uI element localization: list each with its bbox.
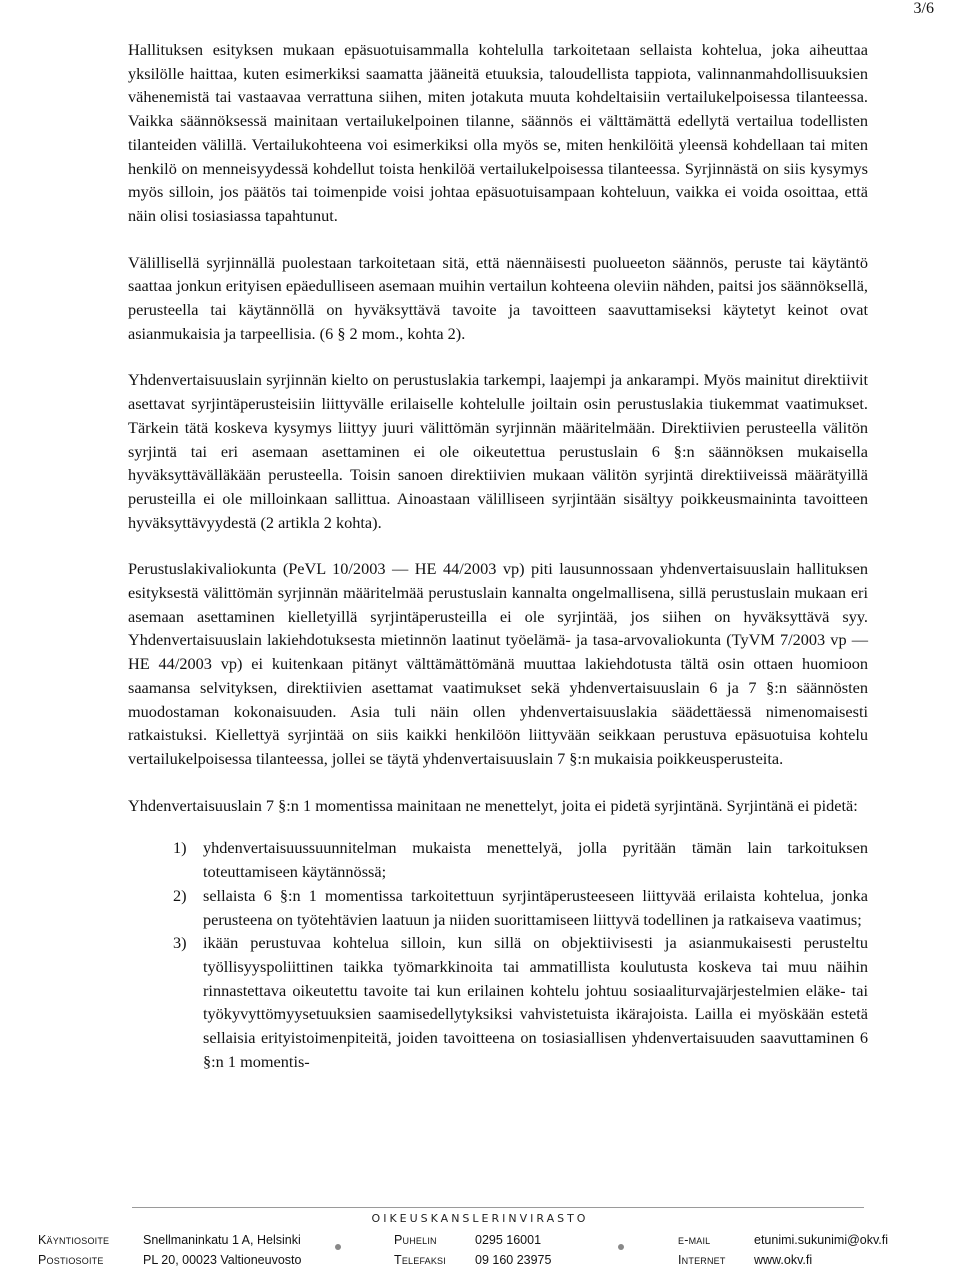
internet-label: Internet: [678, 1253, 726, 1267]
footer-brand: OIKEUSKANSLERINVIRASTO: [371, 1212, 589, 1225]
document-body: [128, 38, 868, 1073]
list-item-number: 2): [173, 885, 187, 905]
list-item: [128, 836, 868, 883]
website-link[interactable]: www.okv.fi: [754, 1253, 813, 1267]
paragraph-4: Perustuslakivaliokunta (PeVL 10/2003 — HE 44/2003 vp) piti lausunnossaan yhdenvertaisuuslain hallituksen esityksestä välittömän syrjinnän määritelmää perustuslain kannalta ongelmallisena, sillä perustuslain mukaan eri asemaan asettaminen kielletyillä syrjintäperusteilla ei ole syrjintää, jos siihen on hyväksyttävä syy. Yhdenvertaisuuslain lakiehdotuksesta mietinnön laatinut työelämä- ja tasa-arvovaliokunta (TyVM 7/2003 vp — HE 44/2003 vp) ei kuitenkaan pitänyt välttämättömänä muuttaa lakiehdotusta tältä osin ottaen huomioon saamansa selvityksen, direktiivien asettamat vaatimukset sekä yhdenvertaisuuslain 6 ja 7 §:n säännösten muodostaman kokonaisuuden. Asia tuli näin ollen yhdenvertaisuuslakia säädettäessä nimenomaisesti ratkaistuksi. Kiellettyä syrjintää on siis kaikki henkilöön liittyvään seikkaan perustuva epäsuotuisa kohtelu vertailukelpoisessa tilanteessa, jollei se täytä yhdenvertaisuuslain 7 §:n mukaisia poikkeusperusteita.: [128, 559, 868, 768]
list-item-number: 1): [173, 838, 187, 858]
footer-divider: [132, 1207, 864, 1208]
separator-dot-icon: [618, 1244, 624, 1250]
paragraph-2: Välillisellä syrjinnällä puolestaan tarkoitetaan sitä, että näennäisesti puolueeton säännös, peruste tai käytäntö saattaa jonkun erityisen epäedulliseen asemaan muihin vertailun kohteena oleviin nähden, paitsi jos säännöksellä, perusteella tai käytännöllä on hyväksyttävä tavoite ja tavoitteen saavuttamiseksi käytetyt keinot ovat asianmukaisia ja tarpeellisia. (6 § 2 mom., kohta 2).: [128, 252, 868, 343]
paragraph-3: Yhdenvertaisuuslain syrjinnän kielto on perustuslakia tarkempi, laajempi ja ankarampi. Myös mainitut direktiivit asettavat syrjintäperusteisiin liittyvälle erilaiselle kohtelulle joiltain osin perustuslakia tiukemmat vaatimukset. Tärkein tätä koskeva kysymys liittyy juuri välittömän syrjinnän määritelmään. Direktiivien perusteella välitön syrjintä tai eri asemaan asettaminen ei ole oikeutettua perustuslain 6 §:n säännöksen mukaisella hyväksyttävälläkään perusteella. Toisin sanoen direktiivien mukaan välitön syrjintä direktiiveissä määrätyillä perusteilla ei ole milloinkaan sallittua. Ainoastaan välilliseen syrjintään sisältyy poikkeusmaininta tavoitteen hyväksyttävyydestä (2 artikla 2 kohta).: [128, 370, 868, 532]
separator-dot-icon: [335, 1244, 341, 1250]
paragraph-1: Hallituksen esityksen mukaan epäsuotuisammalla kohtelulla tarkoitetaan sellaista kohtelua, joka aiheuttaa yksilölle haittaa, kuten esimerkiksi saamatta jääneitä etuuksia, taloudellista tappiota, valinnanmahdollisuuksien vähenemistä tai vastaavaa verrattuna siihen, miten jotakuta muuta kohdeltaisiin vertailukelpoisessa tilanteessa. Vaikka säännöksessä mainitaan vertailukelpoinen tilanne, säännös ei välttämättä edellytä vertailua todellisten tilanteiden välillä. Vertailukohteena voi esimerkiksi olla myös se, miten henkilöitä yleensä kohdellaan tai miten henkilö on menneisyydessä kohdellut toista henkilöä vertailukelpoisessa tilanteessa. Syrjinnästä on siis kysymys myös silloin, jos päätös tai toimenpide voisi johtaa epäsuotuisampaan kohteluun, vaikka ei voida osoittaa, että näin olisi tosiasiassa tapahtunut.: [128, 40, 868, 225]
list-item-number: 3): [173, 933, 187, 953]
footer-row-post: [38, 1253, 938, 1273]
phone-label: Puhelin: [394, 1233, 437, 1247]
list-item-text: sellaista 6 §:n 1 momentissa tarkoitettuun syrjintäperusteeseen liittyvää erilaista kohtelua, jonka perusteena on työtehtävien laatuun ja niiden suorittamiseen liittyvä todellinen ja ratkaiseva vaatimus;: [203, 885, 868, 929]
phone-value: 0295 16001: [475, 1233, 542, 1247]
list-item: [128, 931, 868, 1073]
visit-address-value: Snellmaninkatu 1 A, Helsinki: [143, 1233, 301, 1247]
list-item: [128, 884, 868, 931]
footer-row-visit: [38, 1233, 938, 1253]
fax-label: Telefaksi: [394, 1253, 446, 1267]
postal-address-value: PL 20, 00023 Valtioneuvosto: [143, 1253, 302, 1267]
exemption-list: [128, 836, 868, 1073]
postal-address-label: Postiosoite: [38, 1253, 104, 1267]
fax-value: 09 160 23975: [475, 1253, 552, 1267]
email-label: e-mail: [678, 1233, 711, 1247]
email-value[interactable]: etunimi.sukunimi@okv.fi: [754, 1233, 889, 1247]
list-item-text: ikään perustuvaa kohtelua silloin, kun sillä on objektiivisesti ja asianmukaisesti perusteltu työllisyyspoliittinen taikka työmarkkinoita tai ammatillista koulutusta koskeva tai muu näihin rinnastettava oikeutettu tavoite tai kun erilainen kohtelu johtuu sosiaaliturvajärjestelmien eläke- tai työkyvyttömyysetuuksien saamisedellytyksiksi vahvistetuista ikärajoista. Lailla ei myöskään estetä sellaisia erityistoimenpiteitä, joiden tavoitteena on tosiasiallisen yhdenvertaisuuden saavuttaminen 6 §:n 1 momentis-: [203, 933, 868, 1071]
list-item-text: yhdenvertaisuussuunnitelman mukaista menettelyä, jolla pyritään tämän lain tarkoituksen toteuttamiseen käytännössä;: [203, 838, 868, 882]
paragraph-5: Yhdenvertaisuuslain 7 §:n 1 momentissa mainitaan ne menettelyt, joita ei pidetä syrjintänä. Syrjintänä ei pidetä:: [128, 795, 858, 815]
footer-contact: [38, 1233, 938, 1273]
visit-address-label: Käyntiosoite: [38, 1233, 110, 1247]
page-number: 3/6: [913, 0, 934, 17]
